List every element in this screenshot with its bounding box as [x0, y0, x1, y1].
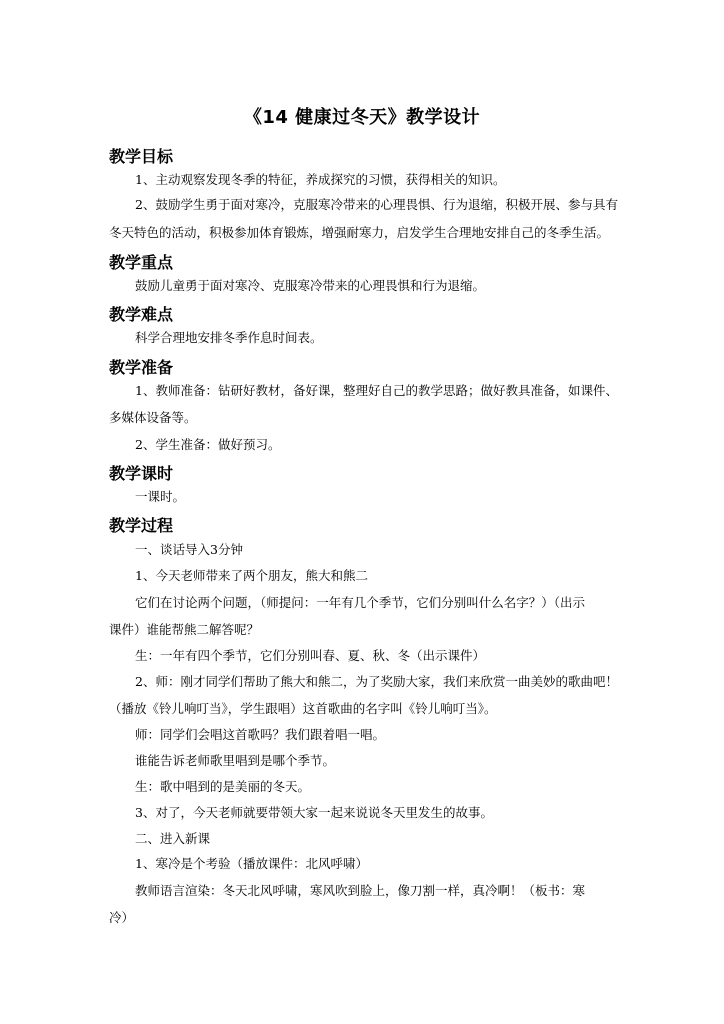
process-line: 二、进入新课	[135, 831, 211, 846]
process-line: 1、寒冷是个考验（播放课件：北风呼啸）	[135, 856, 368, 871]
process-line: （播放《铃儿响叮当》，学生跟唱）这首歌曲的名字叫《铃儿响叮当》。	[109, 701, 497, 716]
process-line: 生：歌中唱到的是美丽的冬天。	[135, 779, 311, 794]
focus-paragraph: 鼓励儿童勇于面对寒冷、克服寒冷带来的心理畏惧和行为退缩。	[135, 278, 486, 293]
document-title: 《14 健康过冬天》教学设计	[243, 107, 481, 128]
process-line: 1、今天老师带来了两个朋友，熊大和熊二	[135, 568, 368, 583]
process-line: 生：一年有四个季节，它们分别叫春、夏、秋、冬（出示课件）	[135, 648, 486, 663]
section-heading-focus: 教学重点	[109, 253, 174, 272]
process-line: 课件）谁能帮熊二解答呢？	[109, 622, 260, 637]
section-heading-difficulty: 教学难点	[109, 305, 174, 324]
process-line: 谁能告诉老师歌里唱到是哪个季节。	[135, 753, 336, 768]
goals-paragraph-1: 1、主动观察发现冬季的特征，养成探究的习惯，获得相关的知识。	[135, 172, 506, 187]
preparation-paragraph-2: 2、学生准备：做好预习。	[135, 437, 281, 452]
section-heading-goals: 教学目标	[109, 147, 174, 166]
section-heading-preparation: 教学准备	[109, 358, 174, 377]
process-line: 师：同学们会唱这首歌吗？我们跟着唱一唱。	[135, 727, 386, 742]
process-line: 一、谈话导入3分钟	[135, 542, 243, 557]
preparation-paragraph-1-line-2: 多媒体设备等。	[109, 410, 197, 425]
hours-paragraph: 一课时。	[135, 489, 186, 504]
process-line: 它们在讨论两个问题，（师提问：一年有几个季节，它们分别叫什么名字？）（出示	[135, 595, 586, 610]
preparation-paragraph-1-line-1: 1、教师准备：钻研好教材，备好课，整理好自己的教学思路；做好教具准备，如课件、	[135, 383, 618, 398]
process-line: 3、对了，今天老师就要带领大家一起来说说冬天里发生的故事。	[135, 805, 493, 820]
goals-paragraph-2-line-2: 冬天特色的活动，积极参加体育锻炼，增强耐寒力，启发学生合理地安排自己的冬季生活。	[109, 225, 610, 240]
process-line: 教师语言渲染：冬天北风呼啸，寒风吹到脸上，像刀割一样，真冷啊！（板书：寒	[135, 883, 586, 898]
difficulty-paragraph: 科学合理地安排冬季作息时间表。	[135, 330, 323, 345]
goals-paragraph-2-line-1: 2、鼓励学生勇于面对寒冷，克服寒冷带来的心理畏惧、行为退缩，积极开展、参与具有	[135, 197, 618, 212]
process-line: 冷）	[109, 910, 135, 925]
process-line: 2、师：刚才同学们帮助了熊大和熊二，为了奖励大家，我们来欣赏一曲美妙的歌曲吧！	[135, 674, 618, 689]
section-heading-process: 教学过程	[109, 516, 174, 535]
section-heading-hours: 教学课时	[109, 464, 174, 483]
